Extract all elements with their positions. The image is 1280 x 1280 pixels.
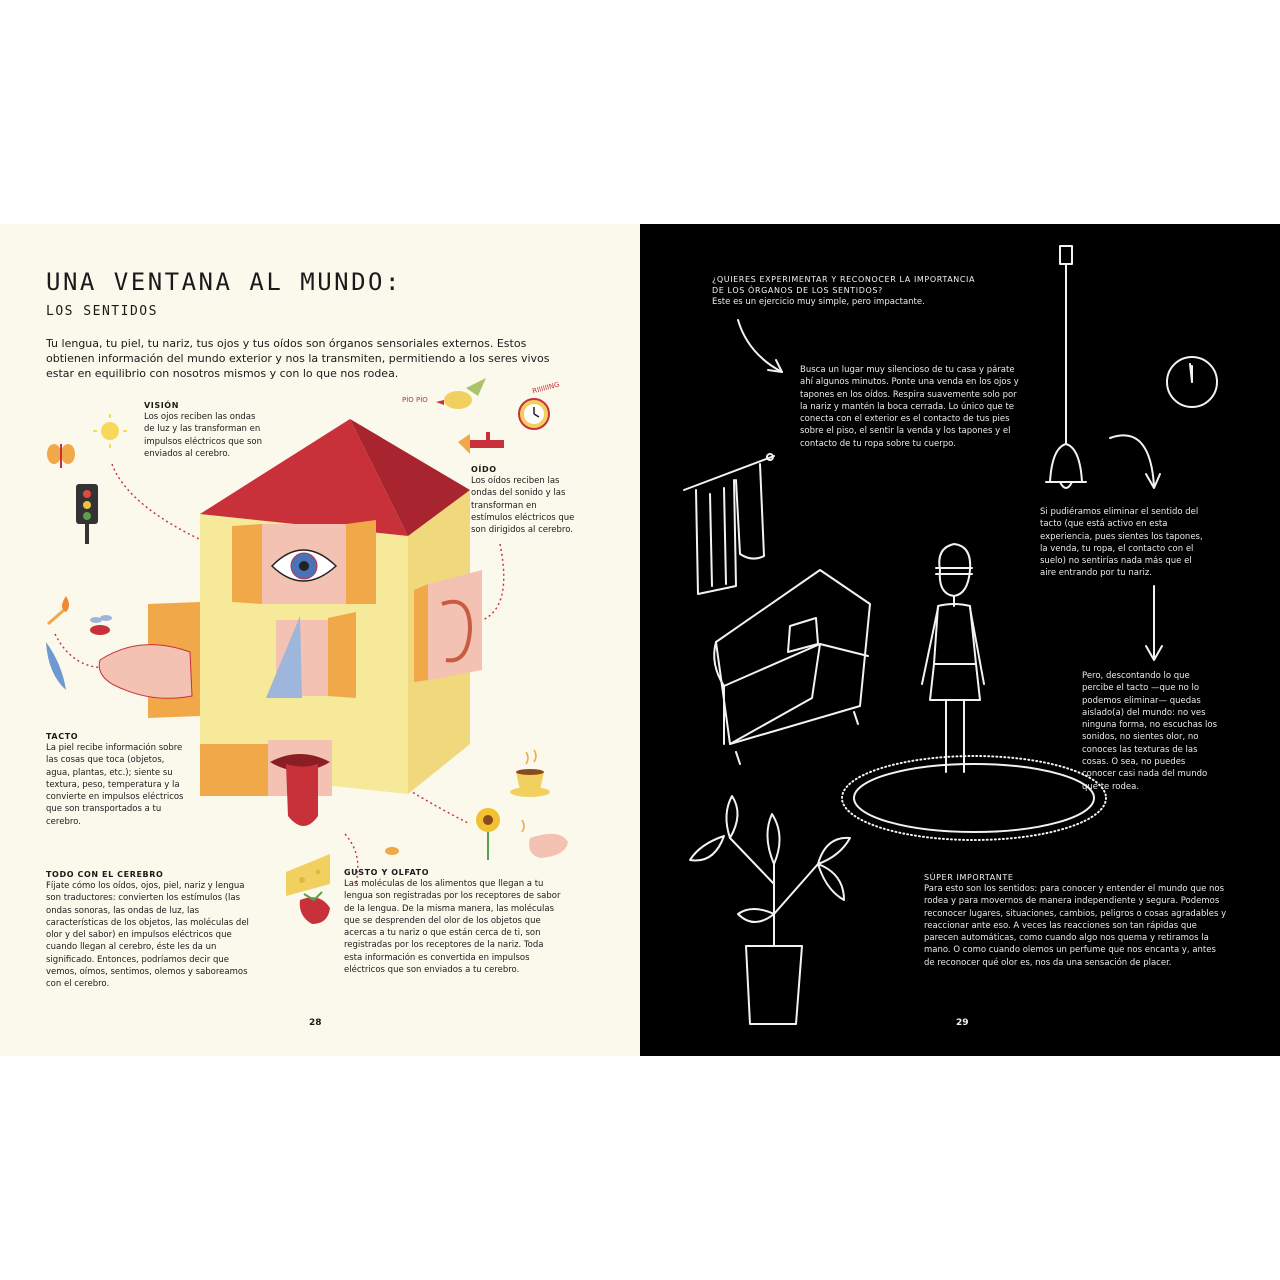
- super-text: Para esto son los sentidos: para conocer y entender el mundo que nos rodea y para movernos de manera independiente y segura. Podemos reconocer lugares, situaciones, cambios, peligros o cosas agradables y reaccionar ante eso. A veces las reacciones son tan rápidas que parecen automáticas, como cuando algo nos quema y retiramos la mano. O como cuando olemos un perfume que nos encanta y, antes de reconocer qué olor es, nos da una sensación de placer.: [924, 884, 1227, 968]
- traffic-light-icon: [76, 484, 98, 544]
- alarm-sound-text: RIIIIIING: [531, 380, 561, 396]
- oido-block: [471, 464, 579, 536]
- blindfolded-girl: [922, 544, 984, 772]
- gusto-heading: GUSTO Y OLFATO: [344, 868, 430, 877]
- tacto-paragraph: Si pudiéramos eliminar el sentido del tacto (que está activo en esta experiencia, pues sientes los tapones, la venda, tu ropa, el contacto con el suelo) no sentirías nada más que el aire entrando por tu nariz.: [1040, 507, 1203, 579]
- alarm-clock-icon: [519, 399, 549, 429]
- feather-icon: [46, 642, 66, 690]
- eye-window: [232, 520, 376, 604]
- trumpet-icon: [458, 432, 504, 454]
- gusto-block: [344, 867, 564, 976]
- question-heading: ¿QUIERES EXPERIMENTAR Y RECONOCER LA IMPORTANCIA DE LOS ÓRGANOS DE LOS SENTIDOS?: [712, 275, 976, 295]
- cerebro-heading: TODO CON EL CEREBRO: [46, 870, 164, 879]
- sofa: [714, 570, 870, 764]
- left-page: [0, 224, 640, 1056]
- butterfly-icon: [47, 444, 75, 468]
- super-heading: SÚPER IMPORTANTE: [924, 873, 1014, 882]
- cerebro-text: Fíjate cómo los oídos, ojos, piel, nariz y lengua son traductores: convierten los estímulos (las ondas sonoras, las ondas de luz, las características de los objetos, las moléculas del olor y del sabor) en impulsos eléctricos que cuando llegan al cerebro, éste les da un significado. Entonces, podríamos decir que vemos, oímos, sentimos, olemos y saboreamos con el cerebro.: [46, 881, 249, 990]
- hanging-lamp: [1046, 246, 1086, 488]
- bird-icon: [436, 378, 486, 409]
- ear-window: [414, 570, 482, 682]
- right-page: [640, 224, 1280, 1056]
- question-subheading: Este es un ejercicio muy simple, pero impactante.: [712, 297, 925, 307]
- match-icon: [48, 596, 69, 624]
- page-title: UNA VENTANA AL MUNDO:: [46, 268, 402, 296]
- exercise-text: Busca un lugar muy silencioso de tu casa y párate ahí algunos minutos. Ponte una venda en los ojos y tapones en los oídos. Respira suavemente solo por la nariz y mantén la boca cerrada. Lo único que te conecta con el exterior es el contacto de tus pies sobre el piso, el sentir la venda y los tapones y el contacto de tu ropa sobre tu cuerpo.: [800, 365, 1019, 449]
- book-spread: [0, 224, 1280, 1056]
- page-number-left: 28: [309, 1018, 322, 1028]
- orange-dot: [385, 847, 399, 855]
- intro-paragraph: Tu lengua, tu piel, tu nariz, tus ojos y tus oídos son órganos sensoriales externos. Estos obtienen información del mundo exterior y nos la transmiten, permitiendo a los seres vivos estar en equilibrio con nosotros mismos y con lo que nos rodea.: [46, 337, 550, 380]
- oido-heading: OÍDO: [471, 465, 497, 474]
- rug: [842, 756, 1106, 840]
- flower-icon: [476, 808, 500, 860]
- curtain: [684, 454, 774, 594]
- burned-hand-icon: [522, 820, 568, 858]
- gusto-text: Las moléculas de los alimentos que llegan a tu lengua son registradas por los receptores de sabor de la lengua. De la misma manera, las moléculas que se desprenden del olor de los objetos que acercas a tu nariz o que están cerca de ti, son registradas por los receptores de la nariz. Toda esta información es convertida en impulsos eléctricos que son enviados a tu cerebro.: [344, 879, 561, 976]
- sun-icon: [93, 414, 127, 448]
- cheese-icon: [286, 854, 330, 896]
- mouth-window: [200, 740, 332, 826]
- strawberry-icon: [300, 892, 330, 924]
- tacto-heading: TACTO: [46, 732, 79, 741]
- question-block: [712, 274, 982, 308]
- potted-plant: [690, 796, 850, 1024]
- bird-sound-text: PÍO PÍO: [402, 396, 428, 404]
- vision-block: [144, 400, 262, 460]
- vision-text: Los ojos reciben las ondas de luz y las transforman en impulsos eléctricos que son enviados al cerebro.: [144, 412, 262, 459]
- coffee-cup-icon: [510, 750, 550, 797]
- super-importante-block: [924, 872, 1228, 969]
- wall-clock: [1167, 357, 1217, 407]
- tacto-text: La piel recibe información sobre las cosas que toca (objetos, agua, plantas, etc.); siente su textura, peso, temperatura y la convierte en impulsos eléctricos que son transportados a tu cerebro.: [46, 743, 184, 827]
- mosquito-icon: [90, 615, 112, 635]
- page-number-right: 29: [956, 1018, 969, 1028]
- vision-heading: VISIÓN: [144, 401, 180, 410]
- page-subtitle: LOS SENTIDOS: [46, 304, 158, 319]
- aislado-paragraph: Pero, descontando lo que percibe el tacto —que no lo podemos eliminar— quedas aislado(a) del mundo: no ves ninguna forma, no escuchas los sonidos, no sientes olor, no conoces las texturas de las cosas. O sea, no puedes conocer casi nada del mundo que te rodea.: [1082, 671, 1218, 792]
- tacto-block: [46, 731, 184, 828]
- nose-window: [266, 612, 356, 698]
- cerebro-block: [46, 869, 260, 991]
- oido-text: Los oídos reciben las ondas del sonido y las transforman en estímulos eléctricos que son dirigidos al cerebro.: [471, 476, 575, 536]
- hand-window: [99, 602, 200, 718]
